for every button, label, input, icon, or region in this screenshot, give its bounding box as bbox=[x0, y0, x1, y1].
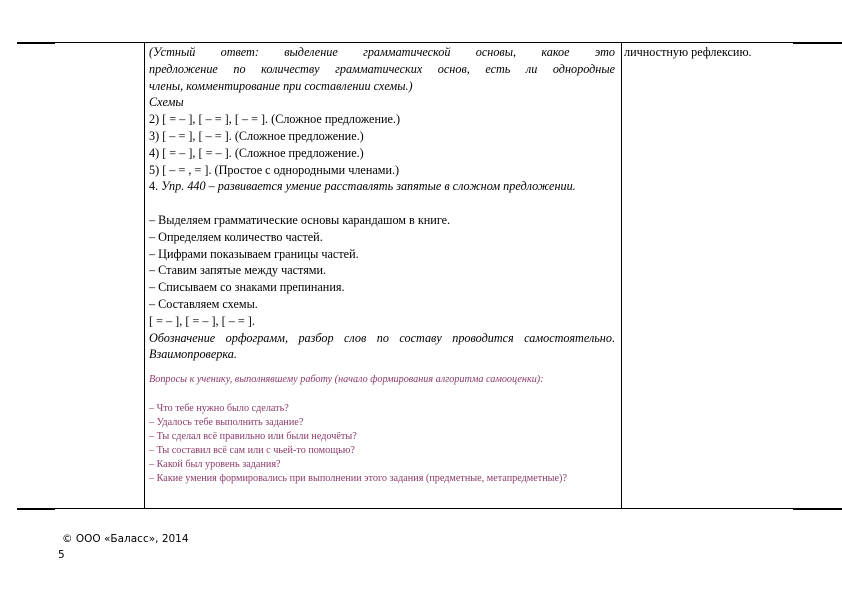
question-item: – Какие умения формировались при выполнении этого задания (предметные, метапредметные)? bbox=[149, 473, 567, 485]
step-item: – Выделяем грамматические основы карандашом в книге. bbox=[149, 212, 451, 227]
left-cell bbox=[17, 42, 144, 509]
step-item: – Определяем количество частей. bbox=[149, 229, 323, 244]
intro-line: члены, комментирование при составлении схемы.) bbox=[149, 78, 413, 93]
question-item: – Ты составил всё сам или с чьей-то помощью? bbox=[149, 445, 355, 457]
intro-line: (Устный ответ: выделение грамматической основы, какое это bbox=[149, 45, 615, 59]
questions-heading: Вопросы к ученику, выполнявшему работу (начало формирования алгоритма самооценки): bbox=[149, 374, 544, 386]
page-number: 5 bbox=[58, 549, 65, 561]
schemes-heading: Схемы bbox=[149, 95, 184, 110]
copyright-footer: © ООО «Баласс», 2014 bbox=[62, 533, 189, 545]
lesson-table bbox=[17, 42, 842, 509]
intro-line: предложение по количеству грамматических основ, есть ли однородные bbox=[149, 61, 615, 76]
scheme-line: 5) [ – = , = ]. (Простое с однородными членами.) bbox=[149, 162, 400, 177]
step-item: – Списываем со знаками препинания. bbox=[149, 280, 345, 295]
step-item: – Цифрами показываем границы частей. bbox=[149, 246, 359, 261]
exercise-text: Упр. 440 – развивается умение расставлять запятые в сложном предложении. bbox=[161, 179, 576, 194]
middle-cell bbox=[145, 42, 621, 509]
scheme-line: 4) [ = – ], [ = – ]. (Сложное предложение.) bbox=[149, 145, 364, 160]
scheme-line: 3) [ – = ], [ – = ]. (Сложное предложение.) bbox=[149, 128, 364, 143]
scheme-line: 2) [ = – ], [ – = ], [ – = ]. (Сложное предложение.) bbox=[149, 112, 401, 127]
right-cell bbox=[622, 42, 842, 509]
right-cell-text: личностную рефлексию. bbox=[624, 45, 752, 59]
question-item: – Ты сделал всё правильно или были недочёты? bbox=[149, 430, 357, 442]
questions-block bbox=[149, 373, 615, 501]
question-item: – Удалось тебе выполнить задание? bbox=[149, 416, 304, 428]
step-item: – Составляем схемы. bbox=[149, 296, 258, 311]
question-item: – Что тебе нужно было сделать? bbox=[149, 402, 289, 414]
scheme-example: [ = – ], [ = – ], [ – = ]. bbox=[149, 313, 255, 328]
exercise-number: 4. bbox=[149, 179, 159, 194]
exercise-heading bbox=[149, 178, 615, 212]
question-item: – Какой был уровень задания? bbox=[149, 459, 281, 471]
step-item: – Ставим запятые между частями. bbox=[149, 263, 327, 278]
self-work-note: Обозначение орфограмм, разбор слов по составу проводится самостоятельно. Взаимопроверка. bbox=[149, 330, 615, 362]
middle-cell-content bbox=[149, 44, 615, 501]
